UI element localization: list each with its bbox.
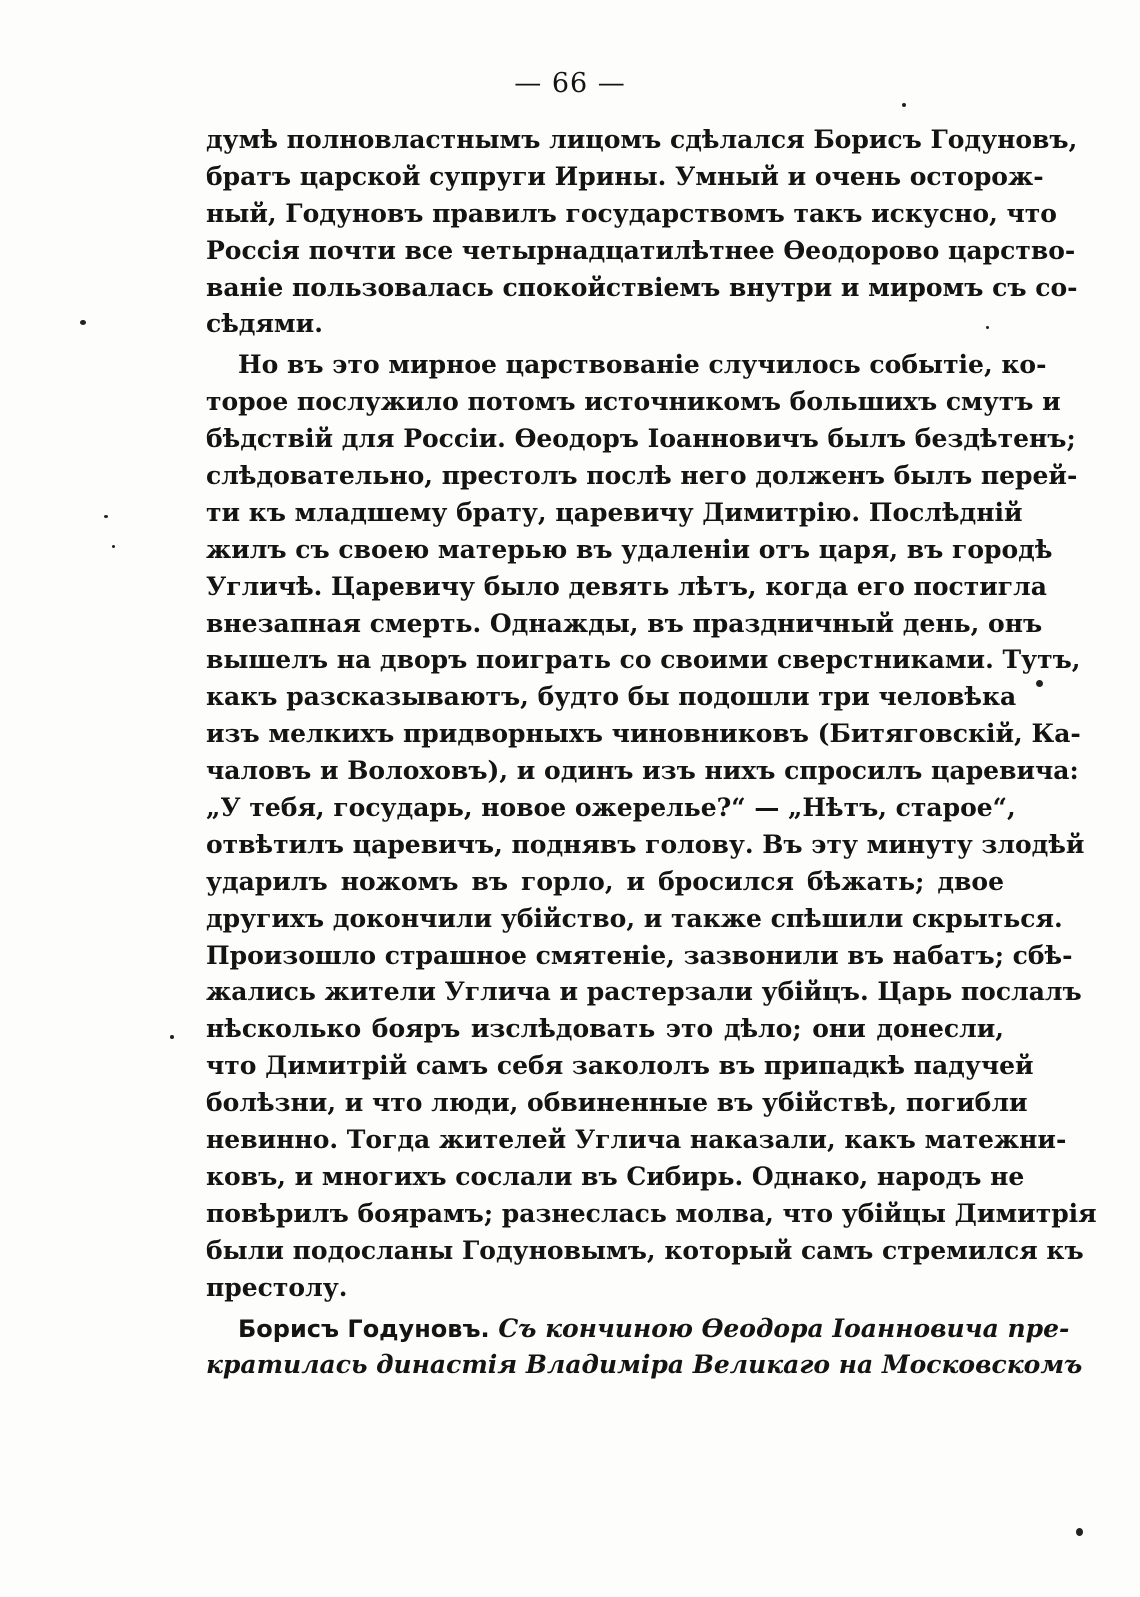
text-line: думѣ полновластнымъ лицомъ сдѣлался Борисъ Годуновъ,: [206, 125, 1078, 154]
section-boris-godunov: [206, 1311, 1083, 1385]
text-line: невинно. Тогда жителей Углича наказали, какъ матежни-: [206, 1125, 1067, 1155]
text-line: „У тебя, государь, новое ожерелье?“ — „Нѣтъ, старое“,: [206, 793, 1016, 823]
text-line: ваніе пользовалась спокойствіемъ внутри и миромъ съ со-: [206, 272, 1078, 302]
paragraph-2: [206, 347, 1097, 1306]
scan-speck: [80, 320, 86, 325]
text-line: ковъ, и многихъ сослали въ Сибирь. Однако, народъ не: [206, 1161, 1025, 1191]
text-line: нѣсколько бояръ изслѣдовать это дѣло; они донесли,: [206, 1014, 1004, 1044]
body-text: [206, 122, 1097, 1384]
text-line: торое послужило потомъ источникомъ большихъ смутъ и: [206, 387, 1061, 417]
text-line: повѣрилъ боярамъ; разнеслась молва, что убійцы Димитрія: [206, 1198, 1097, 1228]
text-line: были подосланы Годуновымъ, который самъ стремился къ: [206, 1235, 1084, 1265]
text-line: другихъ докончили убійство, и также спѣшили скрыться.: [206, 903, 1063, 933]
text-line: жилъ съ своею матерью въ удаленіи отъ царя, въ городѣ: [206, 534, 1053, 564]
text-line: вышелъ на дворъ поиграть со своими сверстниками. Тутъ,: [206, 645, 1081, 675]
scan-speck: [104, 515, 108, 518]
text-line: внезапная смерть. Однажды, въ праздничный день, онъ: [206, 608, 1043, 638]
page-number: — 66 —: [514, 68, 626, 99]
text-line: братъ царской супруги Ирины. Умный и очень осторож-: [206, 161, 1044, 191]
scan-speck: [170, 1035, 174, 1039]
text-line: отвѣтилъ царевичъ, поднявъ голову. Въ эту минуту злодѣй: [206, 829, 1085, 859]
text-line: Угличѣ. Царевичу было девять лѣтъ, когда его постигла: [206, 571, 1047, 601]
paragraph-1: [206, 122, 1078, 343]
section-heading: Борисъ Годуновъ.: [238, 1314, 490, 1343]
text-line: что Димитрій самъ себя закололъ въ припадкѣ падучей: [206, 1051, 1034, 1081]
text-line: Но въ это мирное царствованіе случилось событіе, ко-: [238, 350, 1047, 380]
text-line: изъ мелкихъ придворныхъ чиновниковъ (Битяговскій, Ка-: [206, 719, 1081, 749]
text-line: болѣзни, и что люди, обвиненные въ убійствѣ, погибли: [206, 1088, 1028, 1118]
text-line: бѣдствій для Россіи. Ѳеодоръ Іоанновичъ былъ бездѣтенъ;: [206, 424, 1076, 454]
scan-speck: [1036, 680, 1043, 687]
text-line: жались жители Углича и растерзали убійцъ. Царь послалъ: [206, 977, 1082, 1007]
text-line: Россія почти все четырнадцатилѣтнее Ѳеодорово царство-: [206, 235, 1076, 265]
text-line: чаловъ и Волоховъ), и одинъ изъ нихъ спросилъ царевича:: [206, 756, 1079, 786]
text-line: кратилась династія Владиміра Великаго на Московскомъ: [206, 1350, 1083, 1380]
section-first-line: [206, 1311, 1070, 1348]
scan-speck: [1076, 1528, 1083, 1536]
scan-speck: [112, 545, 115, 548]
scan-speck: [902, 103, 906, 107]
text-line: сѣдями.: [206, 309, 323, 339]
text-line: Произошло страшное смятеніе, зазвонили въ набатъ; сбѣ-: [206, 940, 1073, 970]
text-line: ный, Годуновъ правилъ государствомъ такъ искусно, что: [206, 198, 1057, 228]
section-lead-text: Съ кончиною Ѳеодора Іоанновича пре-: [498, 1313, 1070, 1343]
scan-speck: [986, 326, 989, 329]
text-line: престолу.: [206, 1272, 348, 1302]
text-line: какъ разсказываютъ, будто бы подошли три человѣка: [206, 682, 1017, 712]
text-line: ти къ младшему брату, царевичу Димитрію. Послѣдній: [206, 497, 1023, 527]
text-line: слѣдовательно, престолъ послѣ него долженъ былъ перей-: [206, 461, 1078, 491]
text-line: ударилъ ножомъ въ горло, и бросился бѣжать; двое: [206, 866, 1004, 896]
